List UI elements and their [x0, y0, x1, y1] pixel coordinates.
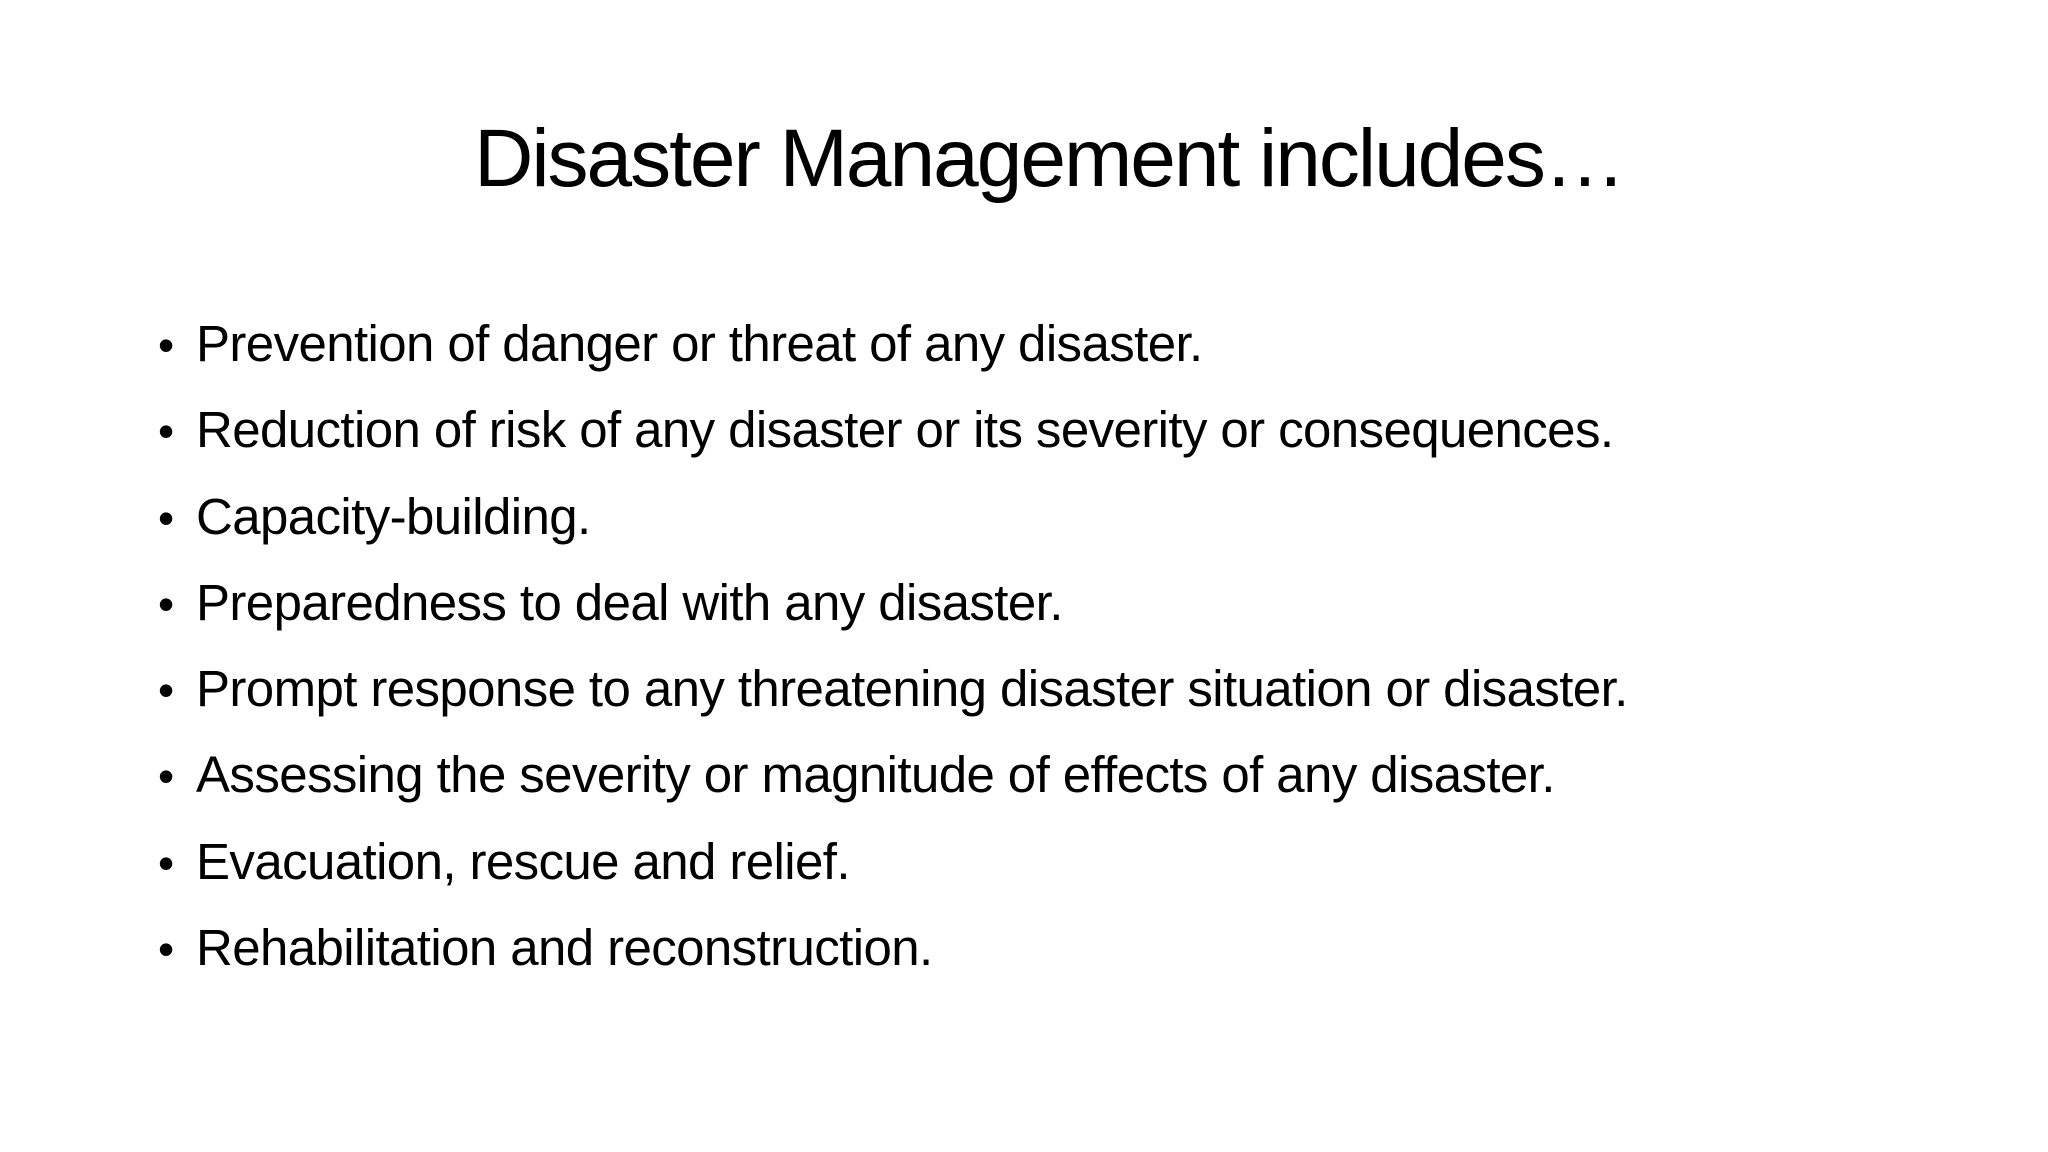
list-item	[158, 746, 1628, 835]
list-item	[158, 832, 1628, 922]
list-item	[158, 487, 1628, 577]
bullet-icon: •	[158, 577, 174, 630]
bullet-text: Prompt response to any threatening disaster situation or disaster.	[196, 660, 1628, 718]
list-item	[158, 573, 1628, 663]
bullet-icon: •	[158, 750, 174, 803]
bullet-icon: •	[158, 405, 174, 458]
list-item	[158, 660, 1628, 749]
bullet-text: Preparedness to deal with any disaster.	[196, 573, 1063, 631]
bullet-icon: •	[158, 923, 174, 976]
bullet-icon: •	[158, 319, 174, 371]
bullet-text: Capacity-building.	[196, 487, 591, 545]
bullet-text: Rehabilitation and reconstruction.	[196, 919, 933, 977]
bullet-icon: •	[158, 836, 174, 889]
list-item	[158, 919, 1628, 1008]
bullet-icon: •	[158, 664, 174, 717]
bullet-text: Evacuation, rescue and relief.	[196, 832, 850, 890]
slide-title: Disaster Management includes…	[474, 113, 1624, 204]
bullet-text: Assessing the severity or magnitude of effects of any disaster.	[196, 746, 1555, 804]
bullet-text: Prevention of danger or threat of any disaster.	[196, 315, 1203, 372]
list-item	[158, 401, 1628, 490]
bullet-list	[158, 315, 1628, 1008]
bullet-icon: •	[158, 491, 174, 544]
bullet-text: Reduction of risk of any disaster or its severity or consequences.	[196, 401, 1614, 459]
list-item	[158, 315, 1628, 404]
